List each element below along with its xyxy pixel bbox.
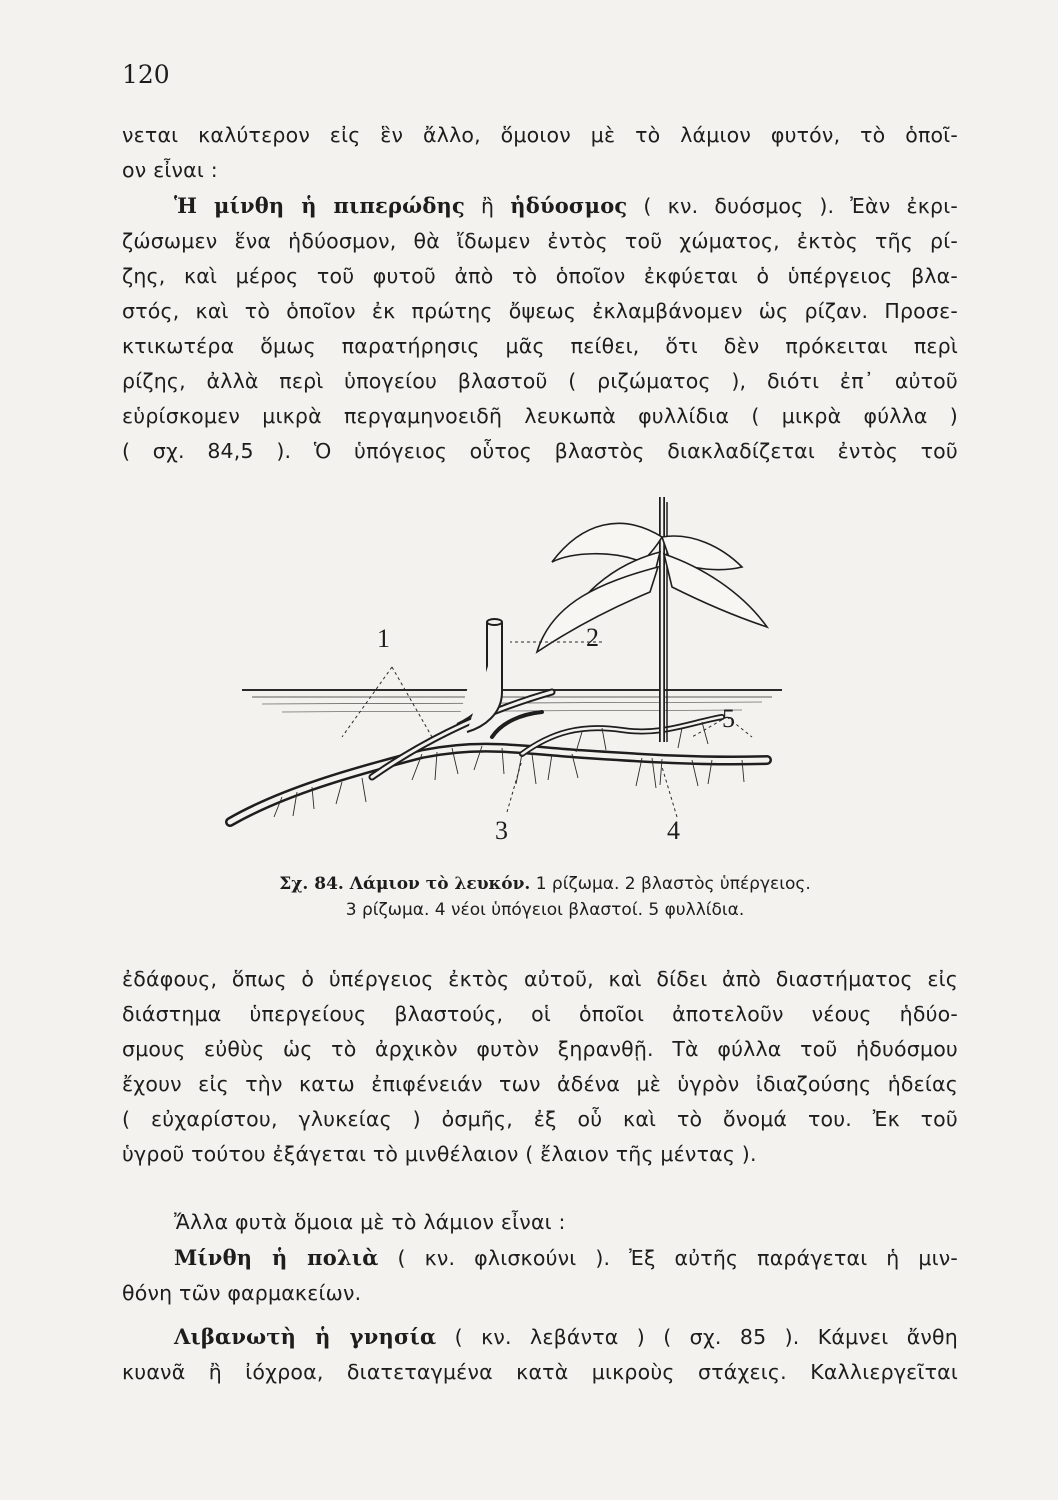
text-line: ( σχ. 84,5 ). Ὁ ὑπόγειος οὗτος βλαστὸς διακλαδίζεται ἐντὸς τοῦ — [122, 439, 958, 463]
text-line: νεται καλύτερον εἰς ἓν ἄλλο, ὅμοιον μὲ τὸ λάμιον φυτόν, τὸ ὁποῖ- — [122, 123, 958, 147]
text-line: ζης, καὶ μέρος τοῦ φυτοῦ ἀπὸ τὸ ὁποῖον ἐκφύεται ὁ ὑπέργειος βλα- — [122, 264, 958, 288]
leaves — [537, 523, 767, 652]
mint-heading-alt: ἡδύοσμος — [510, 193, 628, 218]
caption-line2: 3 ρίζωμα. 4 νέοι ὑπόγειοι βλαστοί. 5 φυλλίδια. — [345, 900, 745, 920]
text-line — [122, 1319, 958, 1355]
text-line: σμους εὐθὺς ὡς τὸ ἀρχικὸν φυτὸν ξηρανθῇ. Τὰ φύλλα τοῦ ἡδυόσμου — [122, 1037, 958, 1061]
mint-paragraph — [122, 188, 958, 469]
text-line: διάστημα ὑπεργείους βλαστούς, οἱ ὁποῖοι ἀποτελοῦν νέους ἡδύο- — [122, 1002, 958, 1026]
soil-surface — [242, 690, 782, 712]
text-line: ὑγροῦ τούτου ἐξάγεται τὸ μινθέλαιον ( ἔλαιον τῆς μέντας ). — [122, 1142, 757, 1166]
continuation-paragraph — [122, 962, 958, 1172]
label-3: 3 — [495, 816, 508, 845]
text-line: ον εἶναι : — [122, 158, 218, 182]
mint-heading-connector: ἢ — [465, 194, 511, 218]
lamium-rhizome-illustration — [222, 492, 792, 852]
caption-title: Σχ. 84. Λάμιον τὸ λευκόν. — [279, 874, 531, 894]
text-line: ζώσωμεν ἕνα ἡδύοσμον, θὰ ἴδωμεν ἐντὸς τοῦ χώματος, ἐκτὸς τῆς ρί- — [122, 229, 958, 253]
cut-stem — [457, 619, 502, 732]
label-leaders — [342, 642, 752, 817]
lavender-text: ( κν. λεβάντα ) ( σχ. 85 ). Κάμνει ἄνθη — [436, 1325, 958, 1349]
label-4: 4 — [667, 816, 680, 845]
text-line — [122, 1240, 958, 1276]
pennyroyal-text: ( κν. φλισκούνι ). Ἐξ αὐτῆς παράγεται ἡ μιν- — [378, 1246, 958, 1270]
label-1: 1 — [377, 624, 390, 653]
rootlets — [274, 722, 744, 817]
text-line: κυανᾶ ἢ ἰόχροα, διατεταγμένα κατὰ μικροὺς στάχεις. Καλλιεργεῖται — [122, 1360, 958, 1384]
mint-first-line-rest: ( κν. δυόσμος ). Ἐὰν ἐκρι- — [627, 194, 958, 218]
mint-heading: Ἡ μίνθη ἡ πιπερώδης — [174, 193, 466, 218]
text-line: ( εὐχαρίστου, γλυκείας ) ὀσμῆς, ἐξ οὗ καὶ τὸ ὄνομά του. Ἐκ τοῦ — [122, 1107, 958, 1131]
page-number: 120 — [122, 60, 170, 89]
text-line: θόνη τῶν φαρμακείων. — [122, 1281, 362, 1305]
lavender-name: Λιβανωτὴ ἡ γνησία — [174, 1324, 437, 1349]
text-line: κτικωτέρα ὅμως παρατήρησις μᾶς πείθει, ὅτι δὲν πρόκειται περὶ — [122, 334, 958, 358]
aerial-stem — [662, 497, 667, 742]
rhizome — [230, 692, 767, 822]
label-2: 2 — [586, 623, 599, 652]
top-paragraph — [122, 118, 958, 188]
text-line: ἐδάφους, ὅπως ὁ ὑπέργειος ἐκτὸς αὐτοῦ, καὶ δίδει ἀπὸ διαστήματος εἰς — [122, 967, 958, 991]
text-line: ρίζης, ἀλλὰ περὶ ὑπογείου βλαστοῦ ( ριζώματος ), διότι ἐπ᾽ αὐτοῦ — [122, 369, 958, 393]
other-plants-intro: Ἄλλα φυτὰ ὅμοια μὲ τὸ λάμιον εἶναι : — [174, 1210, 566, 1234]
caption-line — [215, 871, 875, 897]
text-line — [122, 188, 958, 224]
label-5: 5 — [722, 704, 735, 733]
pennyroyal-name: Μίνθη ἡ πολιὰ — [174, 1245, 379, 1270]
caption-line1: 1 ρίζωμα. 2 βλαστὸς ὑπέργειος. — [530, 874, 811, 894]
text-line: στός, καὶ τὸ ὁποῖον ἐκ πρώτης ὄψεως ἐκλαμβάνομεν ὡς ρίζαν. Προσε- — [122, 299, 958, 323]
text-line: ἔχουν εἰς τὴν κατω ἐπιφένειάν των ἀδένα μὲ ὑγρὸν ἰδιαζούσης ἡδείας — [122, 1072, 958, 1096]
other-plants-section — [122, 1205, 958, 1390]
text-line: εὑρίσκομεν μικρὰ περγαμηνοειδῆ λευκωπὰ φυλλίδια ( μικρὰ φύλλα ) — [122, 404, 958, 428]
figure-caption — [215, 871, 875, 923]
